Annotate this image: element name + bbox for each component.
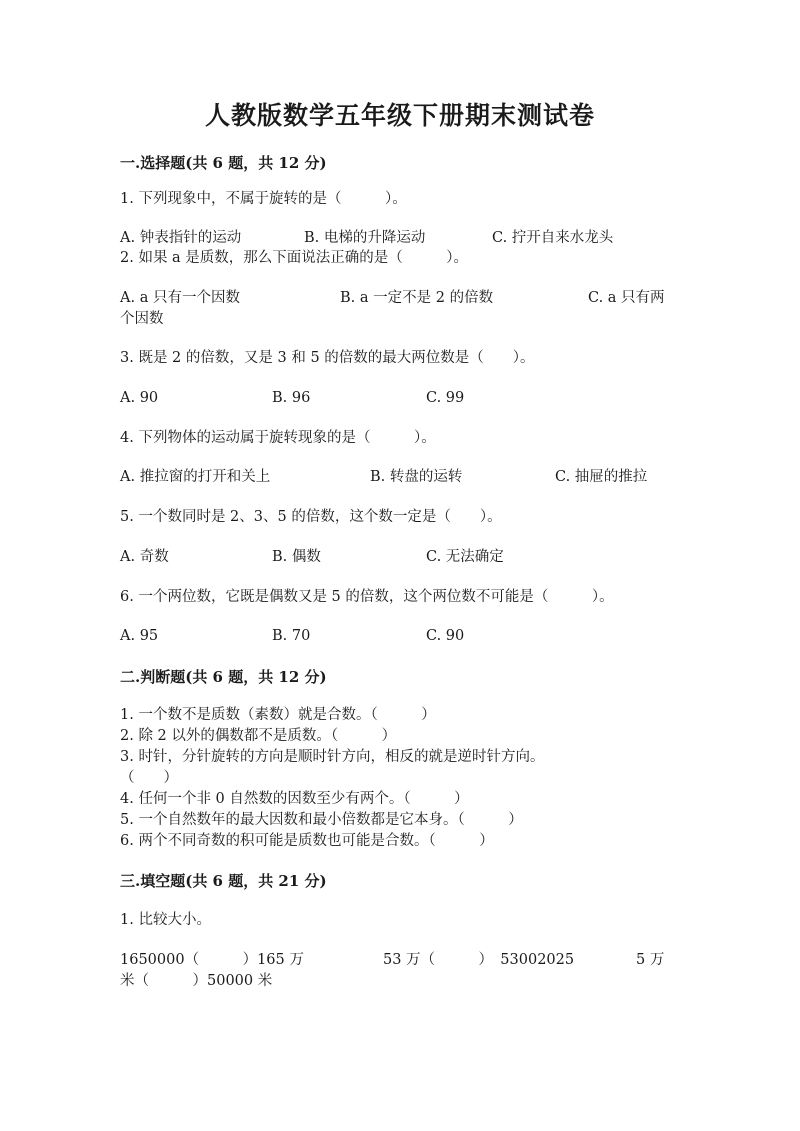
question-3-text: 3. 既是 2 的倍数，又是 3 和 5 的倍数的最大两位数是（ ）。 [120, 350, 535, 366]
question-2-text: 2. 如果 a 是质数，那么下面说法正确的是（ ）。 [120, 250, 469, 266]
question-4-option-a: A. 推拉窗的打开和关上 [120, 469, 271, 485]
question-6-option-a: A. 95 [120, 628, 159, 644]
question-2-option-c: C. a 只有两 [588, 290, 665, 306]
question-6-text: 6. 一个两位数，它既是偶数又是 5 的倍数，这个两位数不可能是（ ）。 [120, 589, 614, 605]
question-4-option-c: C. 抽屉的推拉 [555, 469, 648, 485]
judgment-item-4: 4. 任何一个非 0 自然数的因数至少有两个。（ ） [120, 791, 469, 807]
question-3-option-c: C. 99 [426, 390, 465, 406]
question-3-option-b: B. 96 [272, 390, 311, 406]
question-2-option-b: B. a 一定不是 2 的倍数 [340, 290, 494, 306]
question-6-option-c: C. 90 [426, 628, 465, 644]
section-heading-true-false: 二.判断题(共 6 题，共 12 分) [120, 668, 327, 686]
question-4-text: 4. 下列物体的运动属于旋转现象的是（ ）。 [120, 430, 436, 446]
question-2-option-a: A. a 只有一个因数 [120, 290, 240, 306]
question-5-option-a: A. 奇数 [120, 549, 169, 565]
question-1-text: 1. 下列现象中，不属于旋转的是（ ）。 [120, 191, 407, 207]
fill-question-1-part-3-continued: 米（ ）50000 米 [120, 973, 273, 989]
judgment-item-3-continued: （ ） [120, 770, 178, 786]
question-5-option-b: B. 偶数 [272, 549, 321, 565]
fill-question-1-text: 1. 比较大小。 [120, 912, 211, 928]
question-6-option-b: B. 70 [272, 628, 311, 644]
question-1-option-a: A. 钟表指针的运动 [120, 230, 242, 246]
question-5-option-c: C. 无法确定 [426, 549, 504, 565]
question-1-option-c: C. 拧开自来水龙头 [492, 230, 614, 246]
fill-question-1-part-3: 5 万 [636, 952, 665, 968]
fill-question-1-part-1: 1650000（ ）165 万 [120, 952, 304, 968]
question-5-text: 5. 一个数同时是 2、3、5 的倍数，这个数一定是（ ）。 [120, 509, 502, 525]
judgment-item-6: 6. 两个不同奇数的积可能是质数也可能是合数。（ ） [120, 833, 494, 849]
section-heading-fill-in: 三.填空题(共 6 题，共 21 分) [120, 872, 327, 890]
question-4-option-b: B. 转盘的运转 [370, 469, 463, 485]
question-3-option-a: A. 90 [120, 390, 159, 406]
page-title: 人教版数学五年级下册期末测试卷 [204, 101, 595, 130]
fill-question-1-part-2: 53 万（ ） 53002025 [383, 952, 575, 968]
judgment-item-3: 3. 时针，分针旋转的方向是顺时针方向，相反的就是逆时针方向。 [120, 749, 545, 765]
section-heading-choice: 一.选择题(共 6 题，共 12 分) [120, 154, 327, 172]
question-1-option-b: B. 电梯的升降运动 [304, 230, 426, 246]
judgment-item-1: 1. 一个数不是质数（素数）就是合数。（ ） [120, 707, 436, 723]
judgment-item-5: 5. 一个自然数年的最大因数和最小倍数都是它本身。（ ） [120, 812, 523, 828]
judgment-item-2: 2. 除 2 以外的偶数都不是质数。（ ） [120, 728, 397, 744]
question-2-option-c-continued: 个因数 [120, 311, 164, 327]
